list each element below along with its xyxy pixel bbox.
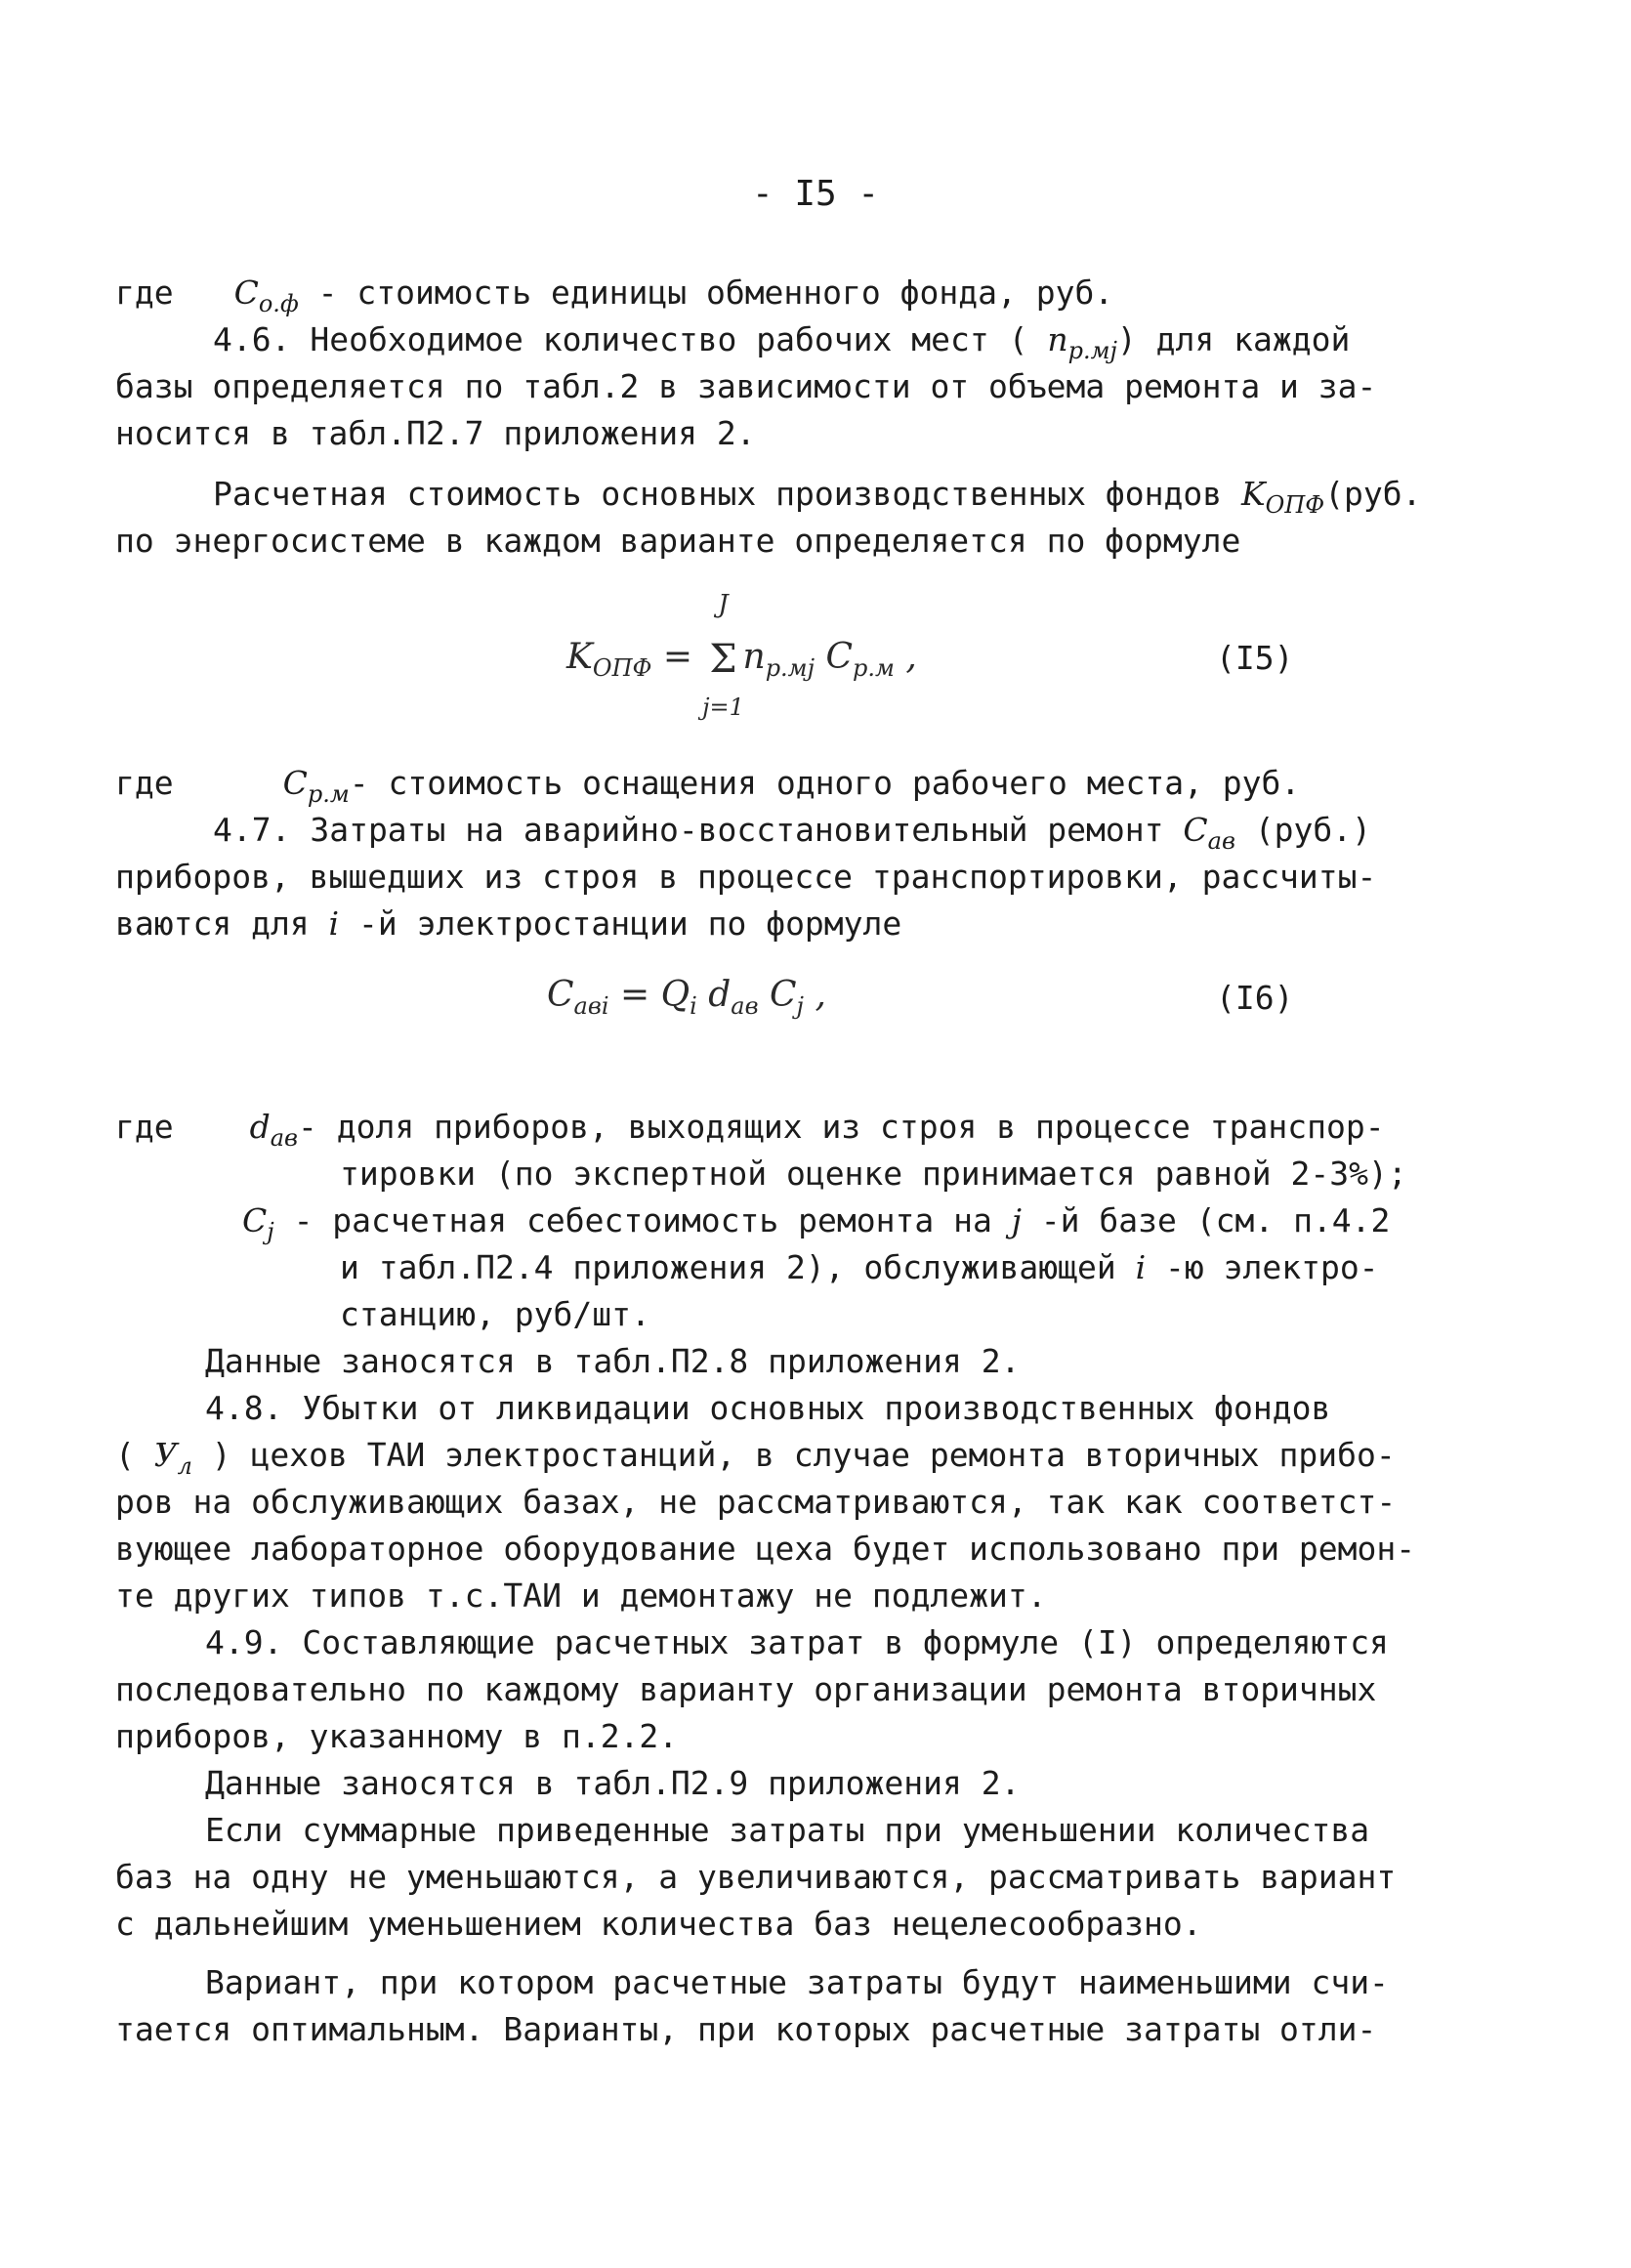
formula-term-sub: р.м (853, 654, 895, 682)
symbol-sub: о.ф (258, 290, 299, 317)
definition-text: - расчетная себестоимость ремонта на (273, 1201, 1012, 1239)
text-fragment: 4.7. Затраты на аварийно-восстановительный ремонт (213, 811, 1184, 849)
symbol-sub: j (267, 1218, 274, 1245)
symbol-c: C (282, 764, 308, 802)
definition-cj-line-3: станцию, руб/шт. (340, 1295, 650, 1333)
paragraph-sum-line-2: баз на одну не уменьшаются, а увеличиваются, рассматривать вариант (115, 1858, 1397, 1896)
paragraph-4-9-line-1: 4.9. Составляющие расчетных затрат в формуле (I) определяются (205, 1623, 1389, 1661)
paragraph-4-9-line-3: приборов, указанному в п.2.2. (115, 1717, 679, 1755)
text-fragment: -й электростанции по формуле (339, 904, 902, 943)
text-fragment: (руб.) (1234, 811, 1371, 849)
symbol-i: i (328, 904, 340, 943)
equation-number-16: (I6) (1216, 979, 1294, 1017)
definition-text: - доля приборов, выходящих из строя в процессе транспор- (298, 1108, 1385, 1146)
text-fragment: (руб. (1324, 475, 1422, 513)
paragraph-4-8-line-3: ров на обслуживающих базах, не рассматриваются, так как соответст- (115, 1483, 1397, 1521)
paragraph-kopf-line-2: по энергосистеме в каждом варианте определяется по формуле (115, 522, 1241, 560)
sum-operator (702, 590, 744, 721)
formula-term: n (742, 637, 766, 677)
paragraph-4-8-line-1: 4.8. Убытки от ликвидации основных производственных фондов (205, 1389, 1331, 1427)
formula-term-sub: i (690, 992, 697, 1020)
equals-sign: = (651, 637, 704, 677)
symbol-i: i (1135, 1248, 1147, 1286)
text-fragment: Расчетная стоимость основных производственных фондов (213, 475, 1241, 513)
formula-16 (547, 975, 826, 1020)
formula-lhs-sub: авi (573, 992, 609, 1020)
formula-lhs: K (566, 637, 593, 677)
text-fragment: ваются для (115, 904, 329, 943)
formula-term: Q (660, 975, 690, 1015)
formula-term-sub: ав (731, 992, 759, 1020)
symbol-sub: л (177, 1452, 192, 1480)
paragraph-4-7-line-3 (115, 901, 901, 947)
definition-cj-line-2 (340, 1244, 1379, 1291)
definition-text: - стоимость единицы обменного фонда, руб. (298, 273, 1114, 312)
sum-upper-limit: J (718, 590, 729, 619)
formula-15 (566, 590, 917, 721)
text-fragment: ) для каждой (1116, 320, 1351, 358)
note-table-p2-8: Данные заносятся в табл.П2.8 приложения 2. (205, 1342, 1021, 1380)
paragraph-4-9-line-2: последовательно по каждому варианту организации ремонта вторичных (115, 1670, 1377, 1708)
text-fragment: -ю электро- (1146, 1248, 1379, 1286)
definition-text: - стоимость оснащения одного рабочего места, руб. (349, 764, 1301, 802)
paragraph-sum-line-1: Если суммарные приведенные затраты при уменьшении количества (205, 1811, 1370, 1849)
text-fragment: и табл.П2.4 приложения 2), обслуживающей (340, 1248, 1136, 1286)
formula-lhs: C (547, 975, 574, 1015)
definition-text: -й базе (см. п.4.2 (1021, 1201, 1391, 1239)
formula-term: C (758, 975, 797, 1015)
paragraph-4-8-line-5: те других типов т.с.ТАИ и демонтажу не подлежит. (115, 1576, 1047, 1615)
symbol-c: C (1183, 811, 1208, 849)
paragraph-sum-line-3: с дальнейшим уменьшением количества баз нецелесообразно. (115, 1905, 1202, 1943)
equals-sign: = (608, 975, 661, 1015)
text-fragment: 4.6. Необходимое количество рабочих мест ( (213, 320, 1048, 358)
formula-term-sub: j (796, 992, 804, 1020)
symbol-c: C (242, 1201, 268, 1239)
where-word: где (115, 764, 174, 802)
paragraph-4-6-line-2: базы определяется по табл.2 в зависимости от объема ремонта и за- (115, 367, 1377, 405)
symbol-j: j (1011, 1201, 1022, 1239)
paragraph-4-7-line-2: приборов, вышедших из строя в процессе транспортировки, рассчиты- (115, 858, 1377, 896)
symbol-sub: ав (270, 1124, 299, 1152)
where-word: где (115, 273, 174, 312)
equation-number-15: (I5) (1216, 639, 1294, 677)
formula-term-sub: р.мj (765, 654, 816, 682)
sum-lower-limit: j=1 (702, 693, 744, 721)
formula-term: C (815, 637, 854, 677)
paragraph-optimal-line-1: Вариант, при котором расчетные затраты будут наименьшими счи- (205, 1963, 1389, 2001)
symbol-sub: р.мj (1067, 337, 1117, 364)
text-fragment: ) цехов ТАИ электростанций, в случае ремонта вторичных прибо- (191, 1436, 1396, 1474)
symbol-c: C (233, 273, 259, 312)
formula-comma: , (804, 975, 826, 1015)
symbol-n: n (1047, 320, 1068, 358)
text-fragment: ( (115, 1436, 154, 1474)
symbol-u: У (153, 1436, 178, 1474)
where-word: где (115, 1108, 174, 1146)
symbol-sub: ОПФ (1265, 491, 1325, 519)
sum-sign: Σ (709, 637, 737, 682)
paragraph-4-8-line-4: вующее лабораторное оборудование цеха будет использовано при ремон- (115, 1530, 1416, 1568)
symbol-sub: ав (1207, 827, 1235, 855)
symbol-sub: р.м (307, 780, 350, 808)
page-number: - I5 - (751, 174, 880, 214)
note-table-p2-9: Данные заносятся в табл.П2.9 приложения 2. (205, 1764, 1021, 1802)
formula-comma: , (894, 637, 917, 677)
paragraph-4-6-line-3: носится в табл.П2.7 приложения 2. (115, 414, 756, 452)
formula-lhs-sub: ОПФ (592, 654, 652, 682)
paragraph-optimal-line-2: тается оптимальным. Варианты, при которых расчетные затраты отли- (115, 2010, 1377, 2048)
formula-term: d (696, 975, 732, 1015)
definition-dav-line-2: тировки (по экспертной оценке принимается равной 2-3%); (340, 1155, 1407, 1193)
symbol-d: d (249, 1108, 271, 1146)
symbol-k: K (1241, 475, 1266, 513)
